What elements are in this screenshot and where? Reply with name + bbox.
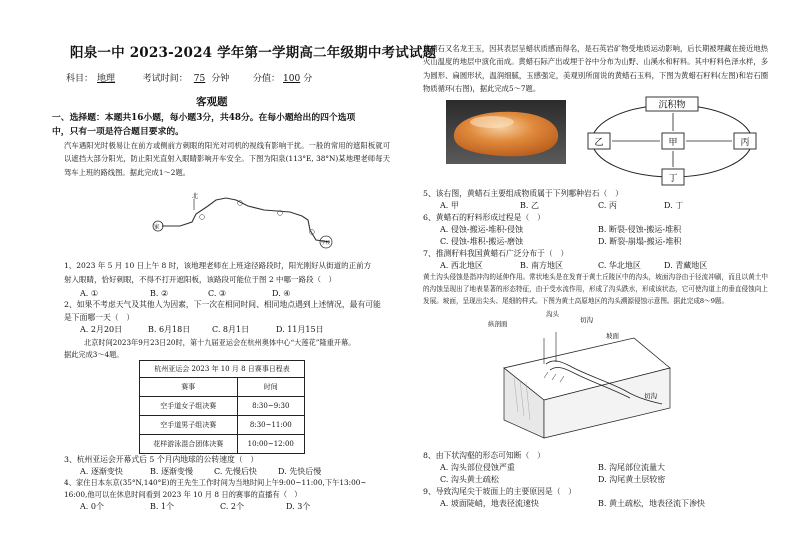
schedule-event: 空手道女子组决赛	[140, 397, 238, 416]
label-profile: 纵剖面	[488, 320, 508, 328]
q1-option-c[interactable]: C. ③	[208, 289, 227, 298]
passage-4: 黄土沟头侵蚀是指冲沟的延伸作用。常状地头是在发育于黄土丘陵区中的沟头，坡面沟谷由于径流冲刷，而且以黄土中的沟蚀呈现出了地表显著的形态特征，由于受水流作用，形成了沟头跌水，形成该状态，它可使沟道上的垂直侵蚀向上发展。坡面，呈现出尖头、尾细的样式。下图为黄土高原地区的沟头溯源侵蚀示意图。据此完成8～9题。	[423, 273, 768, 305]
q9-option-b[interactable]: B. 黄土疏松，地表径流下渗快	[598, 499, 705, 508]
passage-2-line1: 北京时间2023年9月23日20时，第十九届亚运会在杭州奥体中心“大莲花”隆重开幕。	[84, 338, 356, 347]
q7-option-a[interactable]: A. 西北地区	[440, 261, 483, 270]
q1-line2: 射入眼睛，恰好刺眼，不得不打开遮阳板，该路段可能位于图 2 中哪一路段（ ）	[64, 275, 337, 284]
table-row	[140, 416, 305, 435]
q7-option-c[interactable]: C. 华北地区	[598, 261, 641, 270]
q6-stem: 6、黄蜡石的籽料形成过程是（ ）	[423, 213, 545, 222]
map-home-label: 家	[154, 224, 160, 231]
subject-value: 地理	[97, 74, 116, 84]
passage-2-line2: 据此完成3～4题。	[64, 350, 124, 359]
time-value: 75	[193, 74, 206, 84]
q4-option-b[interactable]: B. 1个	[150, 502, 175, 511]
exam-meta: 科目： 地理 考试时间： 75 分钟 分值： 100 分	[66, 74, 313, 84]
schedule-header-time: 时间	[237, 378, 304, 397]
q9-stem: 9、导致沟尾尖于坡面上的主要原因是（ ）	[423, 487, 577, 496]
q8-option-a[interactable]: A. 沟头部位侵蚀严重	[440, 463, 515, 472]
q9-option-a[interactable]: A. 坡面陡峭，地表径流速快	[440, 499, 539, 508]
q5-option-d[interactable]: D. 丁	[664, 201, 684, 210]
q2-option-a[interactable]: A. 2月20日	[80, 325, 123, 334]
node-ding: 丁	[668, 174, 678, 184]
table-row	[140, 397, 305, 416]
q8-option-b[interactable]: B. 沟尾部位流量大	[598, 463, 665, 472]
schedule-event: 花样游泳混合团体决赛	[140, 435, 238, 454]
schedule-time: 8:30~9:30	[237, 397, 304, 416]
exam-title: 阳泉一中 2023-2024 学年第一学期高二年级期中考试试题	[70, 45, 437, 61]
q3-option-a[interactable]: A. 逐渐变快	[80, 467, 123, 476]
map-school-label: 学校	[321, 241, 330, 246]
q6-option-a[interactable]: A. 侵蚀-搬运-堆积-侵蚀	[440, 225, 523, 234]
section-title: 客观题	[196, 96, 228, 108]
q5-option-b[interactable]: B. 乙	[520, 201, 539, 210]
q3-option-b[interactable]: B. 逐渐变慢	[150, 467, 193, 476]
q4-line2: 16:00,他可以在休息时间看到 2023 年 10 月 8 日的赛事的直播有（ ）	[64, 490, 302, 499]
q2-option-c[interactable]: C. 8月1日	[212, 325, 250, 334]
schedule-header-event: 赛事	[140, 378, 238, 397]
q6-option-b[interactable]: B. 断裂-侵蚀-搬运-堆积	[598, 225, 682, 234]
schedule-time: 10:00~12:00	[237, 435, 304, 454]
q1-option-b[interactable]: B. ②	[150, 289, 169, 298]
q1-option-d[interactable]: D. ④	[272, 289, 291, 298]
q4-line1: 4、家住日本东京(35°N,140°E)的王先生工作时间为当地时间上午9:00~11:00,下午13:00~	[64, 478, 367, 487]
node-jia: 甲	[668, 138, 678, 148]
q8-stem: 8、由下状沟壑的形态可知断（ ）	[423, 451, 545, 460]
passage-3: 黄蜡石又名龙王玉，因其表层呈蜡状质感而得名，是石英岩矿物受地质运动影响，后长期被埋藏在接近地热火山温度的地层中演化而成。黄蜡石际产出或埋于谷中分布为山野、山溪水和籽料。其中籽料色泽水样，多为圆形、扁圆形状，温润细腻，玉感强定，美观别所面说的黄蜡石玉料，下图为黄蜡石籽料(左图)和岩石圈物质循环(右图)，据此完成5～7题。	[423, 44, 768, 94]
map-north-label: 北	[192, 193, 199, 200]
q2-option-d[interactable]: D. 11月15日	[276, 325, 324, 334]
q5-option-c[interactable]: C. 丙	[598, 201, 617, 210]
q1-line1: 1、2023 年 5 月 10 日上午 8 时，该地理老师在上班途径路段时，阳光刚好从街道的正前方	[64, 261, 372, 270]
schedule-table	[139, 360, 305, 454]
q1-option-a[interactable]: A. ①	[80, 289, 99, 298]
q4-option-c[interactable]: C. 2个	[220, 502, 245, 511]
rock-cycle-diagram	[584, 95, 760, 187]
q7-stem: 7、推测籽料我国黄蜡石广泛分布于（ ）	[423, 249, 569, 258]
table-row	[140, 435, 305, 454]
q7-option-b[interactable]: B. 南方地区	[520, 261, 563, 270]
q2-option-b[interactable]: B. 6月18日	[148, 325, 191, 334]
schedule-time: 8:30~11:00	[237, 416, 304, 435]
instruction-line2: 中，只有一项是符合题目要求的。	[52, 127, 184, 137]
gully-erosion-diagram	[484, 308, 674, 440]
q4-option-d[interactable]: D. 3个	[286, 502, 311, 511]
q5-option-a[interactable]: A. 甲	[440, 201, 459, 210]
q4-option-a[interactable]: A. 0个	[80, 502, 104, 511]
label-slope: 坡面	[606, 332, 619, 340]
q7-option-d[interactable]: D. 青藏地区	[664, 261, 708, 270]
route-map	[140, 190, 340, 252]
label-rill-2: 切沟	[644, 392, 657, 400]
q8-option-c[interactable]: C. 沟头黄土疏松	[440, 475, 499, 484]
q5-stem: 5、该右图，黄蜡石主要组成物质属于下列哪种岩石（ ）	[423, 189, 623, 198]
q8-option-d[interactable]: D. 沟尾黄土层较密	[598, 475, 666, 484]
node-sediment: 沉积物	[658, 100, 686, 111]
q2-line2: 是下面哪一天（ ）	[64, 313, 135, 322]
q3-option-c[interactable]: C. 先慢后快	[214, 467, 257, 476]
q3-stem: 3、杭州亚运会开幕式后 5 个月内地球的公转速度（ ）	[64, 455, 259, 464]
q2-line1: 2、如果不考虑天气及其他人为因素，下一次在相同时间、相同地点遇到上述情况，最有可能	[64, 300, 381, 309]
schedule-event: 空手道男子组决赛	[140, 416, 238, 435]
node-yi: 乙	[594, 138, 604, 148]
instruction-line1: 一、选择题：本题共16小题，每小题3分，共48分。在每小题给出的四个选项	[52, 113, 356, 123]
schedule-caption: 杭州亚运会 2023 年 10 月 8 日赛事日程表	[139, 360, 305, 377]
q6-option-d[interactable]: D. 断裂-崩塌-搬运-堆积	[598, 237, 682, 246]
label-rill: 切沟	[580, 316, 593, 324]
label-gully-head: 沟头	[546, 310, 559, 318]
q6-option-c[interactable]: C. 侵蚀-堆积-搬运-磨蚀	[440, 237, 524, 246]
passage-1: 汽车遇阳光时极易让在前方或侧前方刺眼的阳光对司机的视线有影响干扰。一般的常用的遮阳板就可以遮挡大部分阳光，防止阳光直射入眼睛影响开车安全。下图为阳泉(113°E, 38°N)某地理老师每天驾车上班的路线图。据此完成1～2题。	[64, 141, 390, 177]
q3-option-d[interactable]: D. 先快后慢	[278, 467, 322, 476]
yellow-wax-stone-photo	[446, 100, 566, 164]
score-value: 100	[283, 74, 301, 84]
node-bing: 丙	[740, 138, 750, 148]
